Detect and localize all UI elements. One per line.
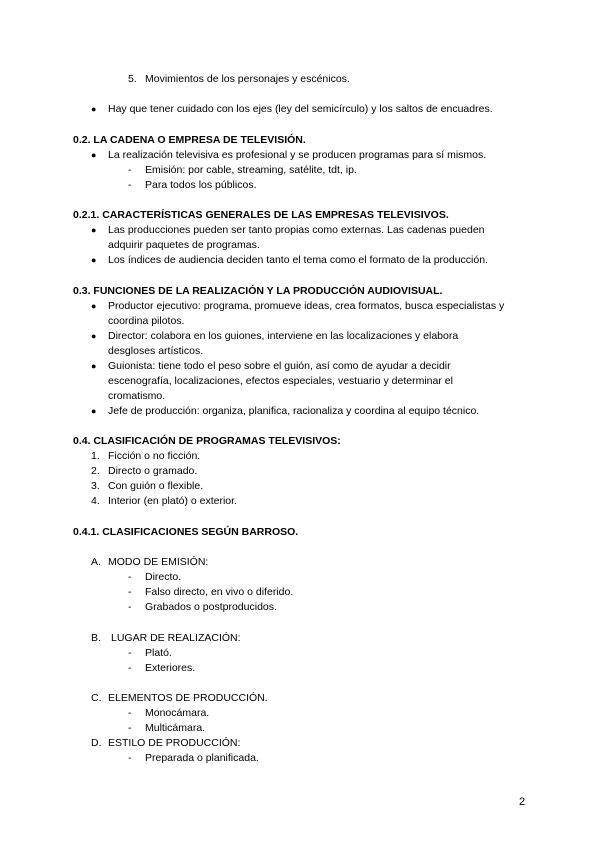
bullet-icon: ● (91, 150, 97, 160)
section-heading-0-4-1: 0.4.1. CLASIFICACIONES SEGÚN BARROSO. (73, 526, 299, 538)
dash-item-text: Para todos los públicos. (145, 179, 257, 191)
dash-icon: - (128, 707, 132, 719)
bullet-icon: ● (91, 361, 97, 371)
section-heading-0-4: 0.4. CLASIFICACIÓN DE PROGRAMAS TELEVISIVOS: (73, 435, 341, 447)
bullet-text-continued: coordina pilotos. (108, 315, 185, 327)
bullet-text: La realización televisiva es profesional y se producen programas para sí mismos. (108, 149, 487, 161)
page-number: 2 (519, 796, 526, 808)
dash-item-text: Preparada o planificada. (145, 752, 259, 764)
bullet-icon: ● (91, 225, 97, 235)
group-letter: A. (91, 556, 101, 568)
list-item-text: Movimientos de los personajes y escénicos. (145, 73, 350, 85)
dash-icon: - (128, 752, 132, 764)
dash-item-text: Plató. (145, 647, 172, 659)
dash-item-text: Grabados o postproducidos. (145, 601, 277, 613)
bullet-text-continued: escenografía, localizaciones, efectos especiales, vestuario y determinar el (108, 375, 453, 387)
dash-icon: - (128, 571, 132, 583)
bullet-icon: ● (91, 104, 97, 114)
bullet-icon: ● (91, 406, 97, 416)
group-letter: D. (91, 737, 102, 749)
group-letter: B. (91, 632, 101, 644)
bullet-text: Hay que tener cuidado con los ejes (ley del semicírculo) y los saltos de encuadres. (108, 103, 493, 115)
bullet-icon: ● (91, 301, 97, 311)
bullet-text: Productor ejecutivo: programa, promueve ideas, crea formatos, busca especialistas y (108, 300, 505, 312)
list-number: 4. (91, 495, 100, 507)
dash-icon: - (128, 647, 132, 659)
bullet-text-continued: cromatismo. (108, 390, 166, 402)
dash-icon: - (128, 586, 132, 598)
dash-item-text: Falso directo, en vivo o diferido. (145, 586, 294, 598)
dash-item-text: Multicámara. (145, 722, 206, 734)
list-item-text: Con guión o flexible. (108, 480, 204, 492)
group-letter: C. (91, 692, 102, 704)
bullet-text: Jefe de producción: organiza, planifica, racionaliza y coordina al equipo técnico. (108, 405, 480, 417)
dash-icon: - (128, 662, 132, 674)
bullet-text: Director: colabora en los guiones, interviene en las localizaciones y elabora (108, 330, 459, 342)
list-item-text: Directo o gramado. (108, 465, 198, 477)
section-heading-0-2-1: 0.2.1. CARACTERÍSTICAS GENERALES DE LAS EMPRESAS TELEVISIVOS. (73, 209, 449, 221)
section-heading-0-2: 0.2. LA CADENA O EMPRESA DE TELEVISIÓN. (73, 134, 306, 146)
bullet-text: Las producciones pueden ser tanto propias como externas. Las cadenas pueden (108, 224, 485, 236)
bullet-icon: ● (91, 331, 97, 341)
dash-icon: - (128, 179, 132, 191)
bullet-icon: ● (91, 255, 97, 265)
dash-item-text: Monocámara. (145, 707, 210, 719)
dash-item-text: Exteriores. (145, 662, 196, 674)
dash-icon: - (128, 722, 132, 734)
bullet-text: Los índices de audiencia deciden tanto el tema como el formato de la producción. (108, 254, 488, 266)
dash-item-text: Emisión: por cable, streaming, satélite, tdt, ip. (145, 164, 357, 176)
dash-icon: - (128, 601, 132, 613)
group-title: ELEMENTOS DE PRODUCCIÓN. (108, 692, 268, 704)
list-item-text: Interior (en plató) o exterior. (108, 495, 237, 507)
group-title: ESTILO DE PRODUCCIÓN: (108, 737, 241, 749)
list-number: 3. (91, 480, 100, 492)
bullet-text: Guionista: tiene todo el peso sobre el guión, así como de ayudar a decidir (108, 360, 451, 372)
dash-icon: - (128, 164, 132, 176)
list-item-text: Ficción o no ficción. (108, 450, 201, 462)
list-number: 5. (128, 73, 137, 85)
group-title: LUGAR DE REALIZACIÓN: (111, 632, 241, 644)
group-title: MODO DE EMISIÓN: (108, 556, 209, 568)
list-number: 2. (91, 465, 100, 477)
bullet-text-continued: desgloses artísticos. (108, 345, 204, 357)
list-number: 1. (91, 450, 100, 462)
dash-item-text: Directo. (145, 571, 182, 583)
bullet-text-continued: adquirir paquetes de programas. (108, 239, 260, 251)
section-heading-0-3: 0.3. FUNCIONES DE LA REALIZACIÓN Y LA PRODUCCIÓN AUDIOVISUAL. (73, 285, 443, 297)
